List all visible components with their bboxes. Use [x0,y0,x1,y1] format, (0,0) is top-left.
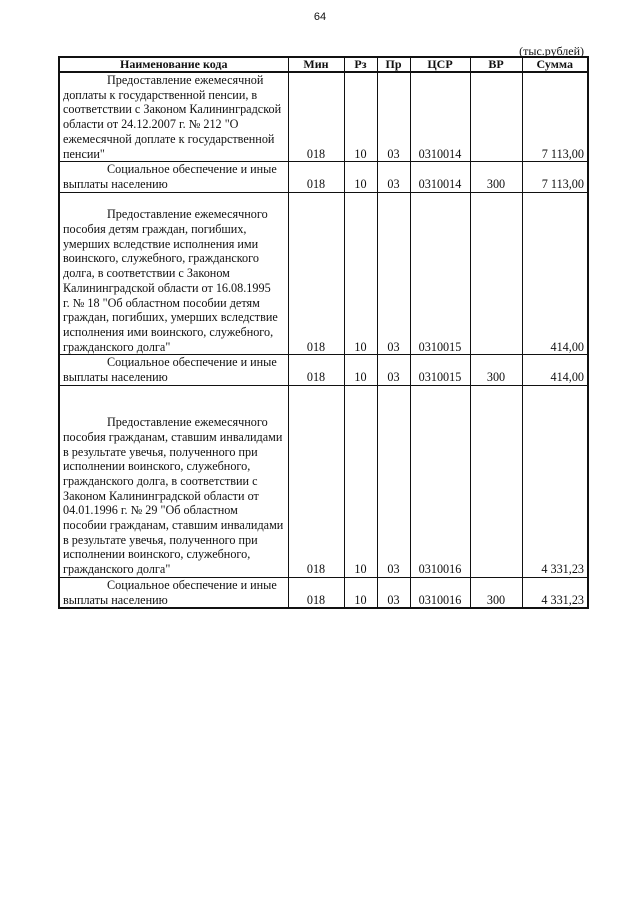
header-vr: ВР [470,57,522,72]
row-csr: 0310016 [410,385,470,577]
header-name: Наименование кода [59,57,288,72]
row-sum: 414,00 [522,355,588,385]
row-name: Предоставление ежемесячной доплаты к государственной пенсии, в соответствии с Законом Калининградской области от 24.12.2007 г. № 212 "О ежемесячной доплате к государственной пенсии" [59,72,288,162]
row-vr: 300 [470,162,522,192]
row-min: 018 [288,72,344,162]
row-min: 018 [288,192,344,355]
header-pr: Пр [377,57,410,72]
row-csr: 0310014 [410,162,470,192]
row-vr: 300 [470,577,522,608]
header-rz: Рз [344,57,377,72]
header-sum: Сумма [522,57,588,72]
row-pr: 03 [377,385,410,577]
row-sum: 414,00 [522,192,588,355]
row-csr: 0310016 [410,577,470,608]
table-row [59,355,588,385]
page-number: 64 [313,11,327,23]
row-min: 018 [288,162,344,192]
table-row [59,577,588,608]
row-sum: 4 331,23 [522,577,588,608]
table-header-row [59,57,588,72]
table-row [59,72,588,162]
row-pr: 03 [377,577,410,608]
row-min: 018 [288,355,344,385]
table-row [59,192,588,355]
row-pr: 03 [377,355,410,385]
row-vr [470,72,522,162]
row-csr: 0310015 [410,355,470,385]
row-pr: 03 [377,162,410,192]
row-pr: 03 [377,192,410,355]
row-csr: 0310014 [410,72,470,162]
row-name: Предоставление ежемесячного пособия гражданам, ставшим инвалидами в результате увечья, полученного при исполнении воинского, служебного, гражданского долга, в соответствии с Законом Калининградской области от 04.01.1996 г. № 29 "Об областном пособии гражданам, ставшим инвалидами в результате увечья, полученного при исполнении воинского, служебного, гражданского долга" [59,385,288,577]
table-row [59,162,588,192]
row-vr [470,385,522,577]
budget-table [58,56,589,609]
row-name: Предоставление ежемесячного пособия детям граждан, погибших, умерших вследствие исполнения ими воинского, служебного, гражданского долга, в соответствии с Законом Калининградской области от 16.08.1995 г. № 18 "Об областном пособии детям граждан, погибших, умерших вследствие исполнения ими воинского, служебного, гражданского долга" [59,192,288,355]
row-rz: 10 [344,192,377,355]
row-rz: 10 [344,355,377,385]
row-rz: 10 [344,162,377,192]
row-rz: 10 [344,72,377,162]
header-min: Мин [288,57,344,72]
row-sum: 7 113,00 [522,72,588,162]
row-vr: 300 [470,355,522,385]
row-name: Социальное обеспечение и иные выплаты населению [59,577,288,608]
row-pr: 03 [377,72,410,162]
row-name: Социальное обеспечение и иные выплаты населению [59,355,288,385]
row-sum: 4 331,23 [522,385,588,577]
row-min: 018 [288,577,344,608]
units-label: (тыс.рублей) [519,44,584,58]
row-vr [470,192,522,355]
header-csr: ЦСР [410,57,470,72]
row-rz: 10 [344,577,377,608]
table-row [59,385,588,577]
row-rz: 10 [344,385,377,577]
row-sum: 7 113,00 [522,162,588,192]
row-name: Социальное обеспечение и иные выплаты населению [59,162,288,192]
row-min: 018 [288,385,344,577]
row-csr: 0310015 [410,192,470,355]
